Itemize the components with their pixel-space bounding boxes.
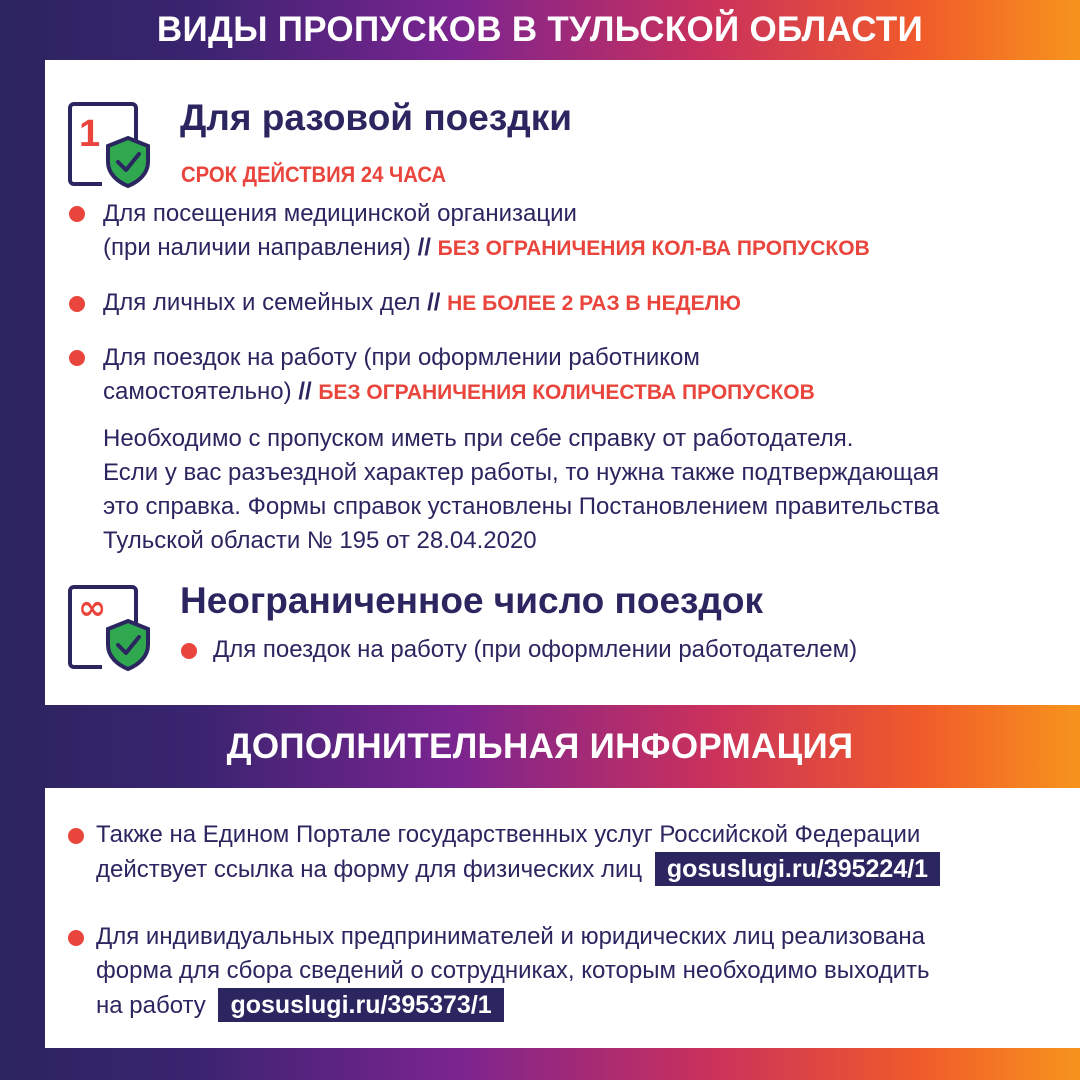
limit-highlight: БЕЗ ОГРАНИЧЕНИЯ КОЛ-ВА ПРОПУСКОВ bbox=[437, 237, 870, 260]
list-item bbox=[103, 286, 741, 321]
note-line: Тульской области № 195 от 28.04.2020 bbox=[103, 527, 537, 554]
list-item bbox=[103, 341, 815, 410]
note-line: Если у вас разъездной характер работы, то нужна также подтверждающая bbox=[103, 459, 940, 486]
gosuslugi-link-individuals[interactable]: gosuslugi.ru/395224/1 bbox=[655, 852, 940, 886]
note-line: это справка. Формы справок установлены Постановлением правительства bbox=[103, 493, 940, 520]
infinity-icon: ∞ bbox=[78, 588, 107, 628]
certificate-note bbox=[103, 422, 939, 558]
item-text: Для индивидуальных предпринимателей и юридических лиц реализована bbox=[96, 923, 925, 950]
item-text: самостоятельно) bbox=[103, 378, 292, 405]
bullet-dot bbox=[68, 828, 84, 844]
main-header bbox=[0, 0, 1080, 60]
limit-highlight: НЕ БОЛЕЕ 2 РАЗ В НЕДЕЛЮ bbox=[447, 292, 741, 315]
list-item bbox=[96, 920, 929, 1023]
item-text: Для поездок на работу (при оформлении работником bbox=[103, 344, 700, 371]
list-item: Для поездок на работу (при оформлении работодателем) bbox=[213, 636, 858, 663]
additional-title: ДОПОЛНИТЕЛЬНАЯ ИНФОРМАЦИЯ bbox=[226, 726, 854, 766]
bullet-dot bbox=[181, 643, 197, 659]
separator: // bbox=[427, 289, 441, 316]
item-text: Для посещения медицинской организации bbox=[103, 200, 577, 227]
bullet-dot bbox=[69, 296, 85, 312]
limit-highlight: БЕЗ ОГРАНИЧЕНИЯ КОЛИЧЕСТВА ПРОПУСКОВ bbox=[318, 381, 815, 404]
bullet-dot bbox=[69, 206, 85, 222]
item-text: Для личных и семейных дел bbox=[103, 289, 421, 316]
item-text: на работу bbox=[96, 992, 206, 1019]
note-line: Необходимо с пропуском иметь при себе справку от работодателя. bbox=[103, 425, 854, 452]
unlimited-pass-icon bbox=[68, 583, 150, 675]
gosuslugi-link-entrepreneurs[interactable]: gosuslugi.ru/395373/1 bbox=[218, 988, 503, 1022]
single-trip-title: Для разовой поездки bbox=[180, 97, 572, 138]
icon-number-1: 1 bbox=[79, 113, 101, 155]
item-text: (при наличии направления) bbox=[103, 234, 411, 261]
separator: // bbox=[417, 234, 431, 261]
item-text: Также на Едином Портале государственных услуг Российской Федерации bbox=[96, 821, 921, 848]
main-title: ВИДЫ ПРОПУСКОВ В ТУЛЬСКОЙ ОБЛАСТИ bbox=[156, 10, 924, 49]
validity-label: СРОК ДЕЙСТВИЯ 24 ЧАСА bbox=[181, 162, 447, 187]
unlimited-title: Неограниченное число поездок bbox=[180, 580, 764, 621]
list-item bbox=[103, 197, 870, 266]
bullet-dot bbox=[69, 350, 85, 366]
list-item bbox=[96, 818, 940, 887]
single-trip-pass-icon bbox=[68, 100, 150, 192]
item-text: форма для сбора сведений о сотрудниках, которым необходимо выходить bbox=[96, 957, 930, 984]
additional-header bbox=[0, 705, 1080, 788]
bullet-dot bbox=[68, 930, 84, 946]
separator: // bbox=[298, 378, 312, 405]
item-text: действует ссылка на форму для физических лиц bbox=[96, 856, 643, 883]
